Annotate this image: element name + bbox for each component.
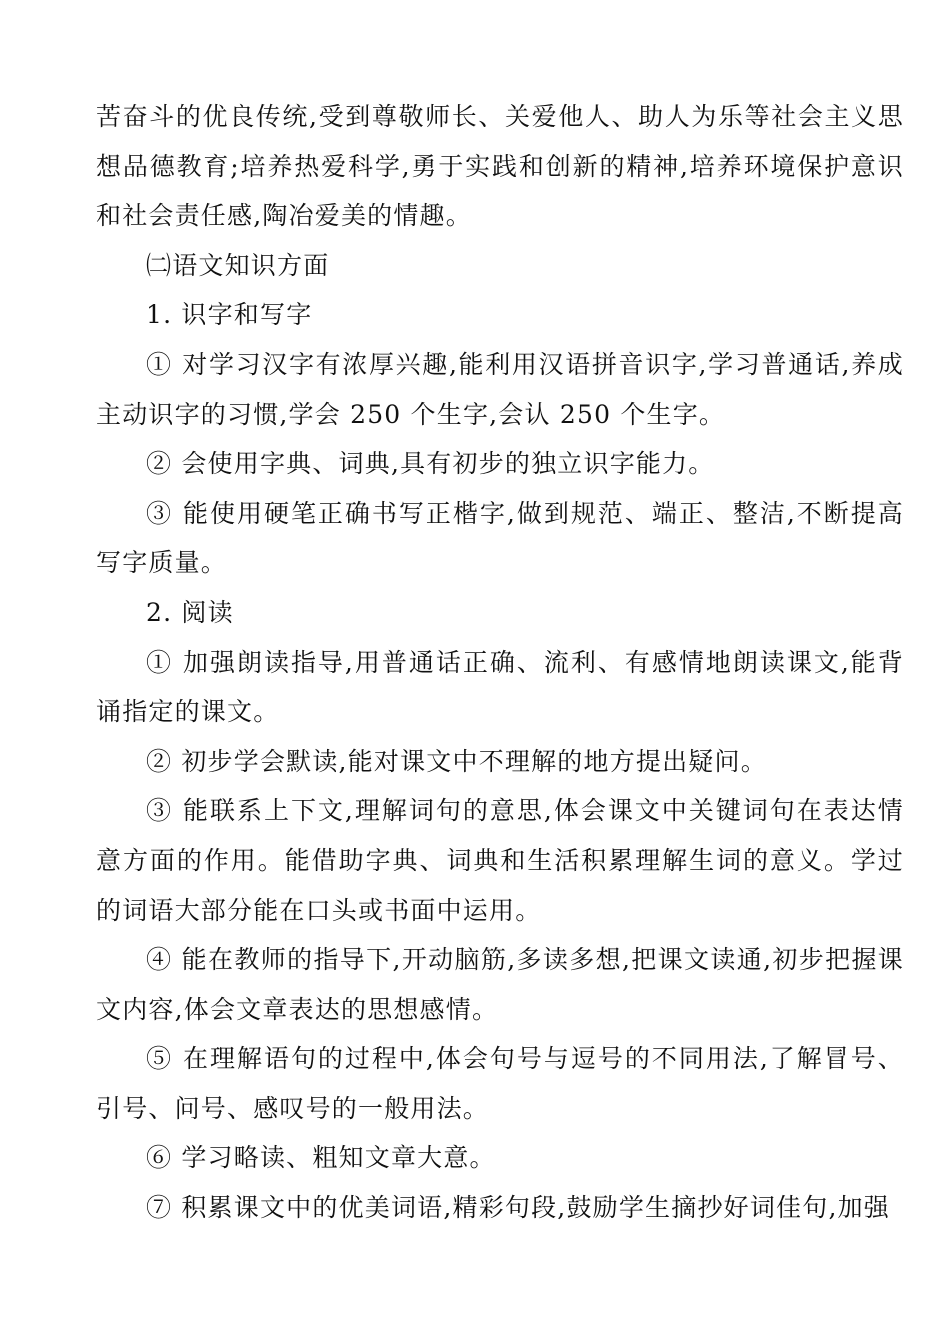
list-item-reading-2: ② 初步学会默读,能对课文中不理解的地方提出疑问。 [146,746,767,776]
list-item-reading-3: ③ 能联系上下文,理解词句的意思,体会课文中关键词句在表达情意方面的作用。能借助字典、词典和生活积累理解生词的意义。学过的词语大部分能在口头或书面中运用。 [96,796,904,925]
subheading-reading: 2. 阅读 [146,597,234,627]
list-item-reading-4: ④ 能在教师的指导下,开动脑筋,多读多想,把课文读通,初步把握课文内容,体会文章表达的思想感情。 [96,945,904,1024]
list-item-literacy-2: ② 会使用字典、词典,具有初步的独立识字能力。 [146,449,715,479]
list-item-reading-6: ⑥ 学习略读、粗知文章大意。 [146,1143,496,1173]
list-item-literacy-3: ③ 能使用硬笔正确书写正楷字,做到规范、端正、整洁,不断提高写字质量。 [96,498,904,578]
paragraph-moral-education-continued: 苦奋斗的优良传统,受到尊敬师长、关爱他人、助人为乐等社会主义思想品德教育;培养热爱科学,勇于实践和创新的精神,培养环境保护意识和社会责任感,陶冶爱美的情趣。 [96,102,904,231]
list-item-reading-1: ① 加强朗读指导,用普通话正确、流利、有感情地朗读课文,能背诵指定的课文。 [96,647,904,727]
list-item-reading-7: ⑦ 积累课文中的优美词语,精彩句段,鼓励学生摘抄好词佳句,加强 [146,1193,890,1223]
list-item-reading-5: ⑤ 在理解语句的过程中,体会句号与逗号的不同用法,了解冒号、引号、问号、感叹号的一般用法。 [96,1044,904,1123]
subheading-literacy-writing: 1. 识字和写字 [146,300,313,330]
list-item-literacy-1: ① 对学习汉字有浓厚兴趣,能利用汉语拼音识字,学习普通话,养成主动识字的习惯,学会 250 个生字,会认 250 个生字。 [96,349,904,429]
document-page [96,92,904,1233]
section-heading-chinese-knowledge: ㈡语文知识方面 [146,250,330,280]
